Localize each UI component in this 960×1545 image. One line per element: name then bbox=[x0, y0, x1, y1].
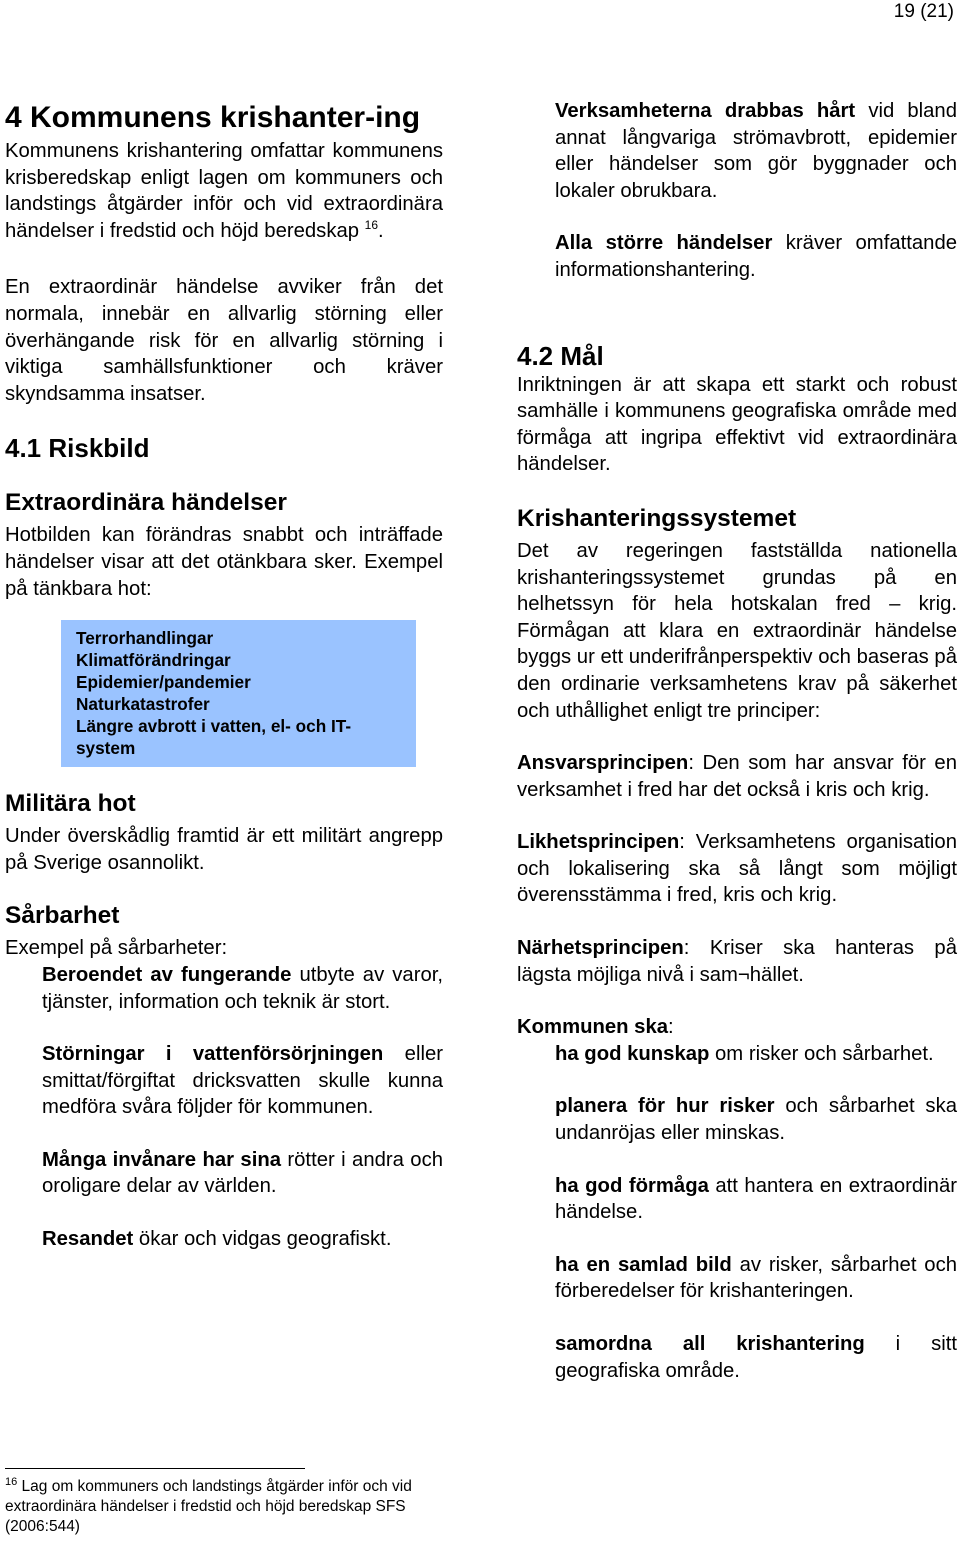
footnote-ref[interactable]: 16 bbox=[364, 218, 379, 233]
footnote-separator bbox=[5, 1468, 305, 1469]
subheading-extraordinary: Extraordinära händelser bbox=[5, 489, 287, 517]
municipality-task: samordna all krishantering i sitt geografiska område. bbox=[555, 1333, 957, 1382]
vulnerability-item: Många invånare har sina rötter i andra och oroligare delar av världen. bbox=[42, 1148, 444, 1198]
threat-item: Epidemier/pandemier bbox=[76, 672, 251, 693]
threat-item: Naturkatastrofer bbox=[76, 694, 210, 715]
principle-item: Ansvarsprincipen: Den som har ansvar för en verksamhet i fred har det också i kris och krig. bbox=[517, 752, 957, 801]
threat-list-box bbox=[61, 620, 416, 767]
vulnerability-intro: Exempel på sårbarheter: bbox=[5, 937, 228, 960]
section-heading-goal: 4.2 Mål bbox=[517, 340, 604, 371]
footnote-text: Lag om kommuners och landstings åtgärder inför och vid extraordinära händelser i fredstid och höjd beredskap SFS (2006:544) bbox=[5, 1478, 412, 1535]
system-paragraph: Det av regeringen fastställda nationella krishanteringssystemet grundas på en helhetssyn för hela hotskalan fred – krig. Förmågan att klara en extraordinär händelse byggs ur ett underifrånperspektiv och baseras på den ordinarie verksamhetens krav på säkerhet och uthållighet enligt tre principer: bbox=[517, 539, 957, 722]
municipality-task: ha god kunskap om risker och sårbarhet. bbox=[555, 1042, 934, 1065]
left-column bbox=[5, 98, 443, 1253]
military-paragraph: Under överskådlig framtid är ett militärt angrepp på Sverige osannolikt. bbox=[5, 825, 443, 874]
municipality-intro: Kommunen ska: bbox=[517, 1016, 674, 1039]
threat-item: Klimatförändringar bbox=[76, 650, 231, 671]
chapter-heading: 4 Kommunens krishanter-ing bbox=[5, 101, 421, 134]
subheading-vulnerability: Sårbarhet bbox=[5, 902, 120, 930]
vulnerability-item: Beroendet av fungerande utbyte av varor, tjänster, information och teknik är stort. bbox=[42, 963, 444, 1013]
vulnerability-item: Störningar i vattenförsörjningen eller smittat/förgiftat dricksvatten skulle kunna medföra svåra följder för kommunen. bbox=[42, 1043, 443, 1119]
intro-paragraph: Kommunens krishantering omfattar kommunens krisberedskap enligt lagen om kommuners och landstings åtgärder inför och vid extraordinära händelser i fredstid och höjd beredskap $^{16}$. bbox=[5, 140, 443, 242]
municipality-task: ha en samlad bild av risker, sårbarhet och förberedelser för krishanteringen. bbox=[555, 1253, 957, 1303]
definition-paragraph: En extraordinär händelse avviker från det normala, innebär en allvarlig störning eller överhängande risk för en allvarlig störning i viktiga samhällsfunktioner och kräver skyndsamma insatser. bbox=[5, 276, 443, 405]
right-column bbox=[517, 98, 957, 1384]
subheading-system: Krishanteringssystemet bbox=[517, 504, 797, 532]
section-heading-riskbild: 4.1 Riskbild bbox=[5, 433, 150, 464]
subheading-military: Militära hot bbox=[5, 790, 136, 818]
page-number: 19 (21) bbox=[893, 1, 954, 22]
information-paragraph: Alla större händelser kräver omfattande informationshantering. bbox=[555, 232, 958, 281]
threat-paragraph: Hotbilden kan förändras snabbt och inträffade händelser visar att det otänkbara sker. Exempel på tänkbara hot: bbox=[5, 524, 443, 600]
threat-item: Längre avbrott i vatten, el- och IT- system bbox=[76, 716, 352, 759]
vulnerability-item: Resandet ökar och vidgas geografiskt. bbox=[42, 1228, 392, 1251]
municipality-task: planera för hur risker och sårbarhet ska undanröjas eller minskas. bbox=[555, 1095, 957, 1145]
operations-paragraph: Verksamheterna drabbas hårt vid bland annat långvariga strömavbrott, epidemier eller händelser som gör byggnader och lokaler obrukbara. bbox=[555, 100, 957, 202]
principle-item: Närhetsprincipen: Kriser ska hanteras på lägsta möjliga nivå i sam¬hället. bbox=[517, 937, 957, 986]
footnote-number: 16 bbox=[5, 1476, 18, 1488]
principle-item: Likhetsprincipen: Verksamhetens organisation och lokalisering ska så långt som möjligt överensstämma i fred, kris och krig. bbox=[517, 831, 957, 907]
threat-item: Terrorhandlingar bbox=[76, 628, 214, 649]
footnote bbox=[5, 1477, 445, 1537]
goal-paragraph: Inriktningen är att skapa ett starkt och robust samhälle i kommunens geografiska område med förmåga att ingripa effektivt vid extraordinära händelser. bbox=[517, 373, 957, 476]
municipality-task: ha god förmåga att hantera en extraordinär händelse. bbox=[555, 1174, 957, 1224]
